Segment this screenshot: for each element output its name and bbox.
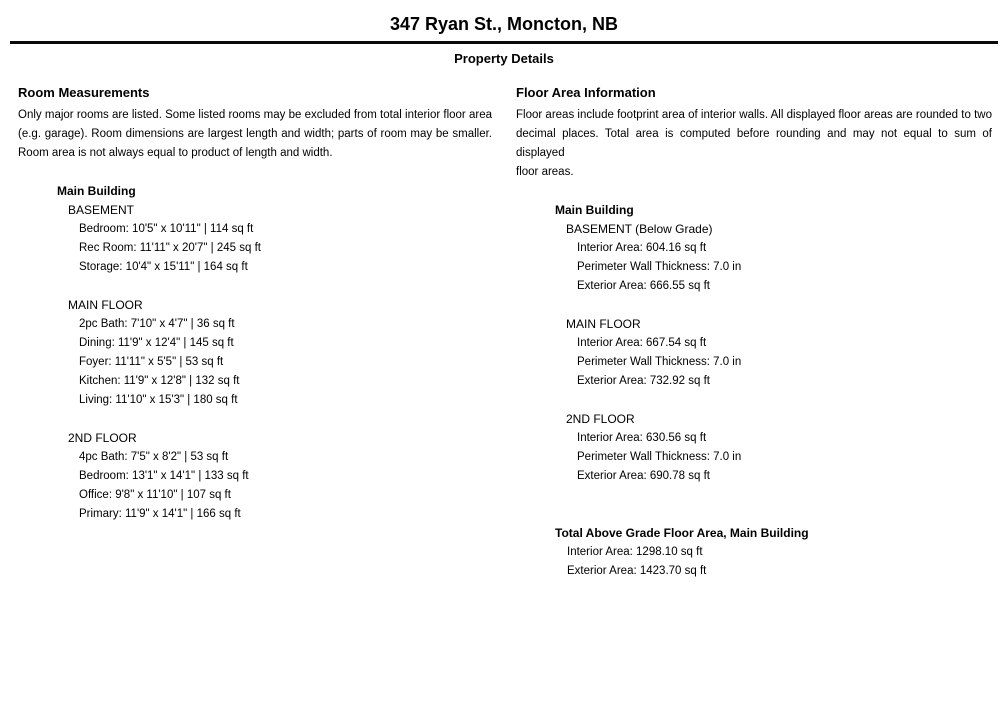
total-area-line: Exterior Area: 1423.70 sq ft <box>567 565 707 577</box>
floor-name: MAIN FLOOR <box>68 298 143 312</box>
building-name-right: Main Building <box>555 203 634 217</box>
total-above-grade-heading: Total Above Grade Floor Area, Main Building <box>555 526 809 540</box>
floor-group <box>566 410 992 486</box>
page-subtitle: Property Details <box>454 51 554 66</box>
floor-room-list <box>68 448 492 524</box>
page-title: 347 Ryan St., Moncton, NB <box>389 14 619 34</box>
floor-area-description <box>516 106 992 182</box>
room-measurement-line: Dining: 11'9" x 12'4" | 145 sq ft <box>79 337 234 349</box>
floor-name: BASEMENT <box>68 203 135 217</box>
floor-area-line: Perimeter Wall Thickness: 7.0 in <box>577 451 742 463</box>
floor-area-line: Exterior Area: 666.55 sq ft <box>577 280 710 292</box>
room-measurement-line: Bedroom: 13'1" x 14'1" | 133 sq ft <box>79 470 249 482</box>
room-measurements-description <box>18 106 492 163</box>
room-measurement-line: Living: 11'10" x 15'3" | 180 sq ft <box>79 394 238 406</box>
floor-group <box>68 201 492 277</box>
description-line: (e.g. garage). Room dimensions are largest length and width; parts of room may be smaller. <box>18 128 492 140</box>
floor-area-line: Exterior Area: 690.78 sq ft <box>577 470 710 482</box>
room-measurement-line: 2pc Bath: 7'10" x 4'7" | 36 sq ft <box>79 318 235 330</box>
floor-name: MAIN FLOOR <box>566 317 641 331</box>
floor-group <box>566 220 992 296</box>
description-line: decimal places. Total area is computed before rounding and may not equal to sum of displayed <box>516 128 992 159</box>
description-line: Only major rooms are listed. Some listed rooms may be excluded from total interior floor area <box>18 109 492 121</box>
room-measurements-heading: Room Measurements <box>18 85 150 100</box>
floor-group <box>566 315 992 391</box>
page-header <box>0 0 1008 67</box>
floor-area-list <box>566 429 992 486</box>
floor-area-line: Exterior Area: 732.92 sq ft <box>577 375 710 387</box>
room-measurement-line: 4pc Bath: 7'5" x 8'2" | 53 sq ft <box>79 451 229 463</box>
area-floors-list <box>566 220 992 486</box>
floor-area-line: Interior Area: 630.56 sq ft <box>577 432 707 444</box>
description-line: floor areas. <box>516 166 574 178</box>
floor-area-line: Interior Area: 604.16 sq ft <box>577 242 707 254</box>
description-line: Floor areas include footprint area of interior walls. All displayed floor areas are rounded to two <box>516 109 992 121</box>
floor-area-list <box>566 239 992 296</box>
header-divider <box>10 41 998 44</box>
room-measurement-line: Foyer: 11'11" x 5'5" | 53 sq ft <box>79 356 224 368</box>
room-measurements-section <box>18 86 492 581</box>
floor-area-line: Perimeter Wall Thickness: 7.0 in <box>577 261 742 273</box>
room-measurement-line: Bedroom: 10'5" x 10'11" | 114 sq ft <box>79 223 254 235</box>
total-area-line: Interior Area: 1298.10 sq ft <box>567 546 703 558</box>
floor-room-list <box>68 220 492 277</box>
room-measurement-line: Storage: 10'4" x 15'11" | 164 sq ft <box>79 261 248 273</box>
floor-group <box>68 429 492 524</box>
floor-area-line: Perimeter Wall Thickness: 7.0 in <box>577 356 742 368</box>
floor-room-list <box>68 315 492 410</box>
room-measurement-line: Office: 9'8" x 11'10" | 107 sq ft <box>79 489 231 501</box>
content-columns <box>0 86 1008 581</box>
floor-name: 2ND FLOOR <box>566 412 635 426</box>
room-measurement-line: Primary: 11'9" x 14'1" | 166 sq ft <box>79 508 241 520</box>
floor-group <box>68 296 492 410</box>
description-line: Room area is not always equal to product of length and width. <box>18 147 333 159</box>
building-name-left: Main Building <box>57 184 136 198</box>
floor-area-section <box>516 86 992 581</box>
total-above-grade-section <box>555 524 992 581</box>
room-measurement-line: Rec Room: 11'11" x 20'7" | 245 sq ft <box>79 242 261 254</box>
total-items-list <box>555 543 992 581</box>
floor-area-line: Interior Area: 667.54 sq ft <box>577 337 707 349</box>
floor-area-list <box>566 334 992 391</box>
floor-area-heading: Floor Area Information <box>516 85 656 100</box>
room-floors-list <box>68 201 492 524</box>
floor-name: BASEMENT (Below Grade) <box>566 222 713 236</box>
floor-name: 2ND FLOOR <box>68 431 137 445</box>
room-measurement-line: Kitchen: 11'9" x 12'8" | 132 sq ft <box>79 375 240 387</box>
